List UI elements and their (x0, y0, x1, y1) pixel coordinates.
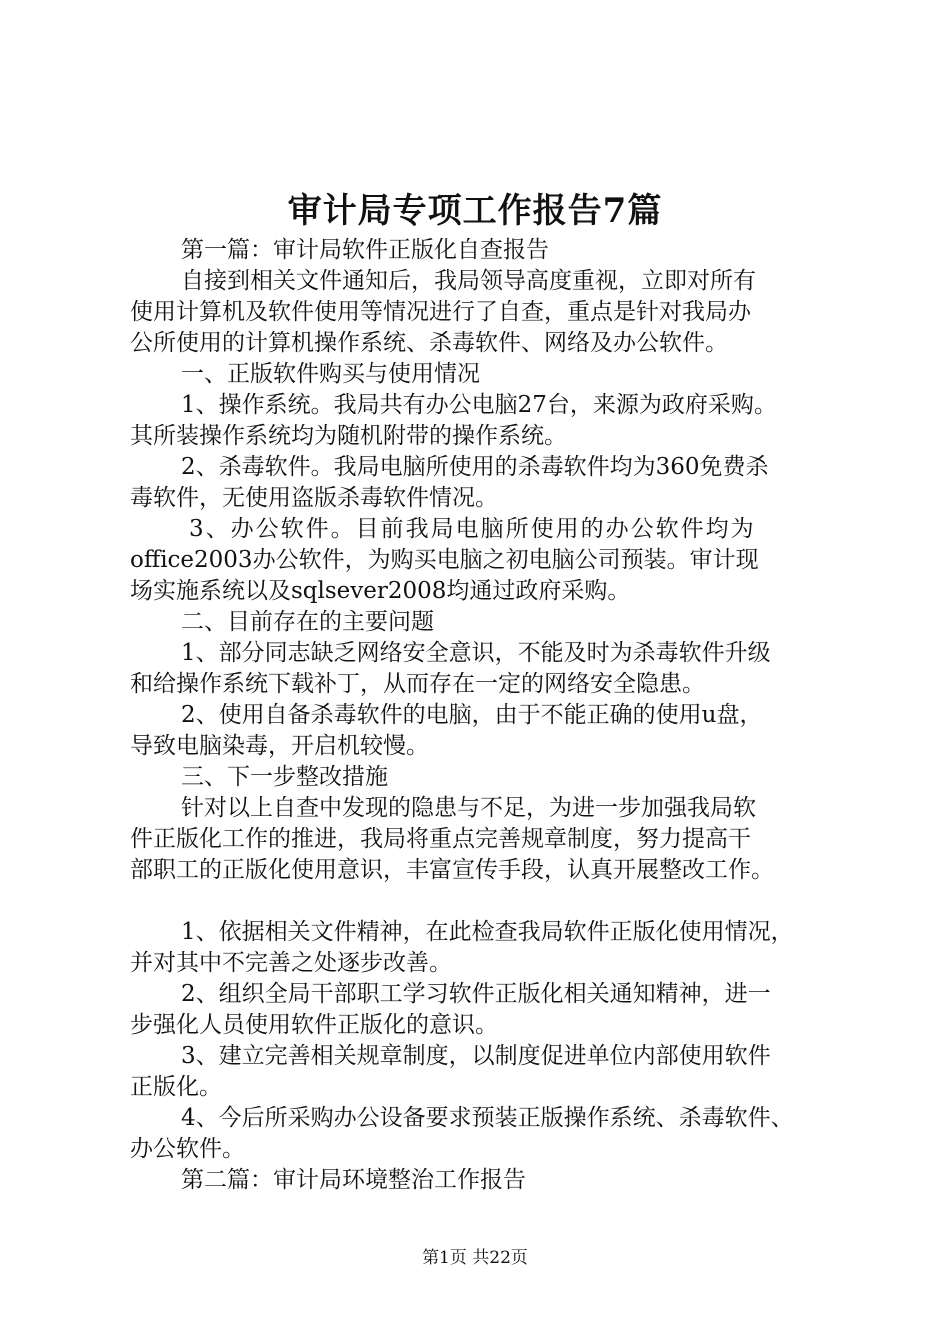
section-heading: 三、下一步整改措施 (181, 764, 388, 790)
paragraph-line: 办公软件。 (130, 1136, 245, 1162)
paragraph-line: 2、杀毒软件。我局电脑所使用的杀毒软件均为360免费杀 (181, 454, 769, 480)
section-heading: 第一篇：审计局软件正版化自查报告 (181, 237, 549, 263)
paragraph-line: 针对以上自查中发现的隐患与不足，为进一步加强我局软 (181, 795, 756, 821)
paragraph-line: 使用计算机及软件使用等情况进行了自查，重点是针对我局办 (130, 299, 751, 325)
paragraph-line: 2、使用自备杀毒软件的电脑，由于不能正确的使用u盘， (181, 702, 763, 728)
paragraph-line: 步强化人员使用软件正版化的意识。 (130, 1012, 498, 1038)
paragraph-line: 2、组织全局干部职工学习软件正版化相关通知精神，进一 (181, 981, 771, 1007)
paragraph-line: 导致电脑染毒，开启机较慢。 (130, 733, 429, 759)
paragraph-line: 公所使用的计算机操作系统、杀毒软件、网络及办公软件。 (130, 330, 728, 356)
document-title: 审计局专项工作报告7篇 (287, 191, 663, 231)
paragraph-line: 自接到相关文件通知后，我局领导高度重视，立即对所有 (181, 268, 756, 294)
section-heading: 二、目前存在的主要问题 (181, 609, 434, 635)
paragraph-line: 3、建立完善相关规章制度，以制度促进单位内部使用软件 (181, 1043, 771, 1069)
section-heading: 一、正版软件购买与使用情况 (181, 361, 480, 387)
paragraph-line: 其所装操作系统均为随机附带的操作系统。 (130, 423, 567, 449)
paragraph-line: 1、依据相关文件精神，在此检查我局软件正版化使用情况， (181, 919, 794, 945)
paragraph-line: 部职工的正版化使用意识，丰富宣传手段，认真开展整改工作。 (130, 857, 774, 883)
page-number-footer: 第1页 共22页 (422, 1248, 528, 1268)
section-heading: 第二篇：审计局环境整治工作报告 (181, 1167, 526, 1193)
paragraph-line: office2003办公软件，为购买电脑之初电脑公司预装。审计现 (130, 547, 759, 573)
paragraph-line: 件正版化工作的推进，我局将重点完善规章制度，努力提高干 (130, 826, 751, 852)
paragraph-line: 并对其中不完善之处逐步改善。 (130, 950, 452, 976)
paragraph-line: 1、部分同志缺乏网络安全意识，不能及时为杀毒软件升级 (181, 640, 771, 666)
paragraph-line: 和给操作系统下载补丁，从而存在一定的网络安全隐患。 (130, 671, 705, 697)
paragraph-line: 1、操作系统。我局共有办公电脑27台，来源为政府采购。 (181, 392, 777, 418)
paragraph-line: 4、今后所采购办公设备要求预装正版操作系统、杀毒软件、 (181, 1105, 794, 1131)
paragraph-line: 3、办公软件。目前我局电脑所使用的办公软件均为 (189, 516, 756, 542)
paragraph-line: 正版化。 (130, 1074, 222, 1100)
paragraph-line: 场实施系统以及sqlsever2008均通过政府采购。 (130, 578, 631, 604)
paragraph-line: 毒软件，无使用盗版杀毒软件情况。 (130, 485, 498, 511)
